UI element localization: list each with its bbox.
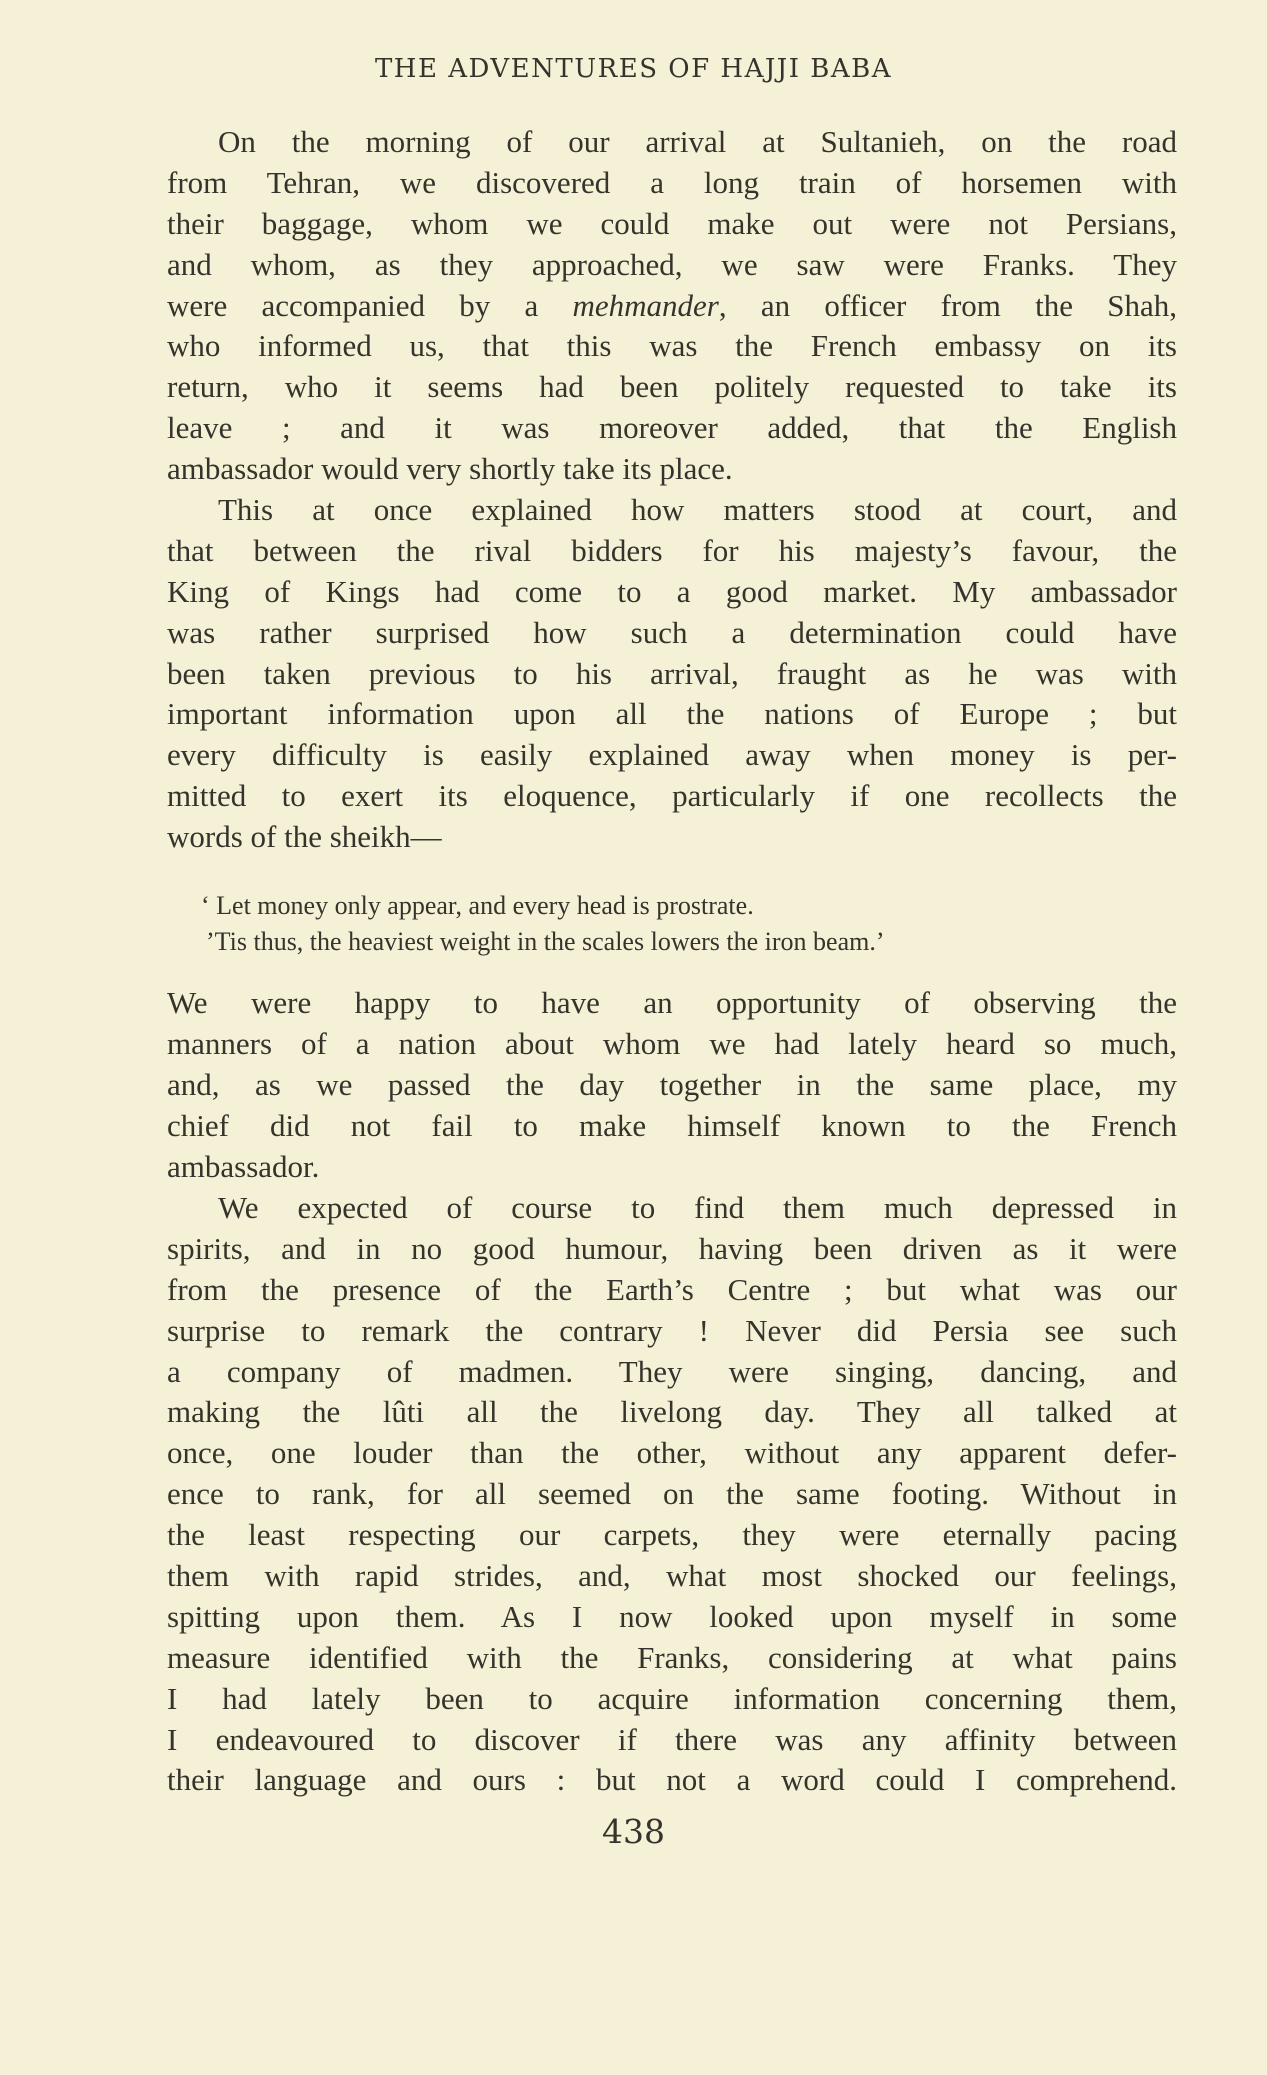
verse-line: ’Tis thus, the heaviest weight in the scales lowers the iron beam.’ — [206, 927, 885, 956]
text-line: the least respecting our carpets, they were eternally pacing — [167, 1517, 1177, 1553]
text-line: ence to rank, for all seemed on the same footing. Without in — [167, 1476, 1177, 1512]
paragraph-3 — [167, 983, 1177, 1187]
text-line: We expected of course to find them much depressed in — [218, 1190, 1177, 1225]
text-line: spirits, and in no good humour, having been driven as it were — [167, 1230, 1177, 1266]
text-line: measure identified with the Franks, considering at what pains — [167, 1639, 1177, 1675]
text-line: every difficulty is easily explained away when money is per- — [167, 737, 1177, 773]
text-line: that between the rival bidders for his majesty’s favour, the — [167, 532, 1177, 568]
text-line: chief did not fail to make himself known to the French — [167, 1107, 1177, 1143]
text-line: and whom, as they approached, we saw were Franks. They — [167, 246, 1177, 282]
text-line: ambassador. — [167, 1148, 320, 1184]
text-line: mitted to exert its eloquence, particularly if one recollects the — [167, 778, 1177, 814]
text-line: surprise to remark the contrary ! Never did Persia see such — [167, 1312, 1177, 1348]
paragraph-2 — [167, 490, 1177, 858]
text-fragment: , an officer from the Shah, — [718, 287, 1177, 323]
text-line: spitting upon them. As I now looked upon myself in some — [167, 1598, 1177, 1634]
text-line: their baggage, whom we could make out were not Persians, — [167, 205, 1177, 241]
text-line: This at once explained how matters stood at court, and — [218, 492, 1177, 527]
text-fragment: were accompanied by a — [167, 287, 573, 323]
text-line — [167, 286, 1177, 327]
paragraph-4 — [167, 1188, 1177, 1801]
text-line: been taken previous to his arrival, fraught as he was with — [167, 655, 1177, 691]
text-line: and, as we passed the day together in the same place, my — [167, 1066, 1177, 1102]
text-line: leave ; and it was moreover added, that the English — [167, 410, 1177, 446]
running-head: THE ADVENTURES OF HAJJI BABA — [374, 54, 893, 84]
paragraph-1 — [167, 122, 1177, 490]
text-line: I had lately been to acquire information concerning them, — [167, 1680, 1177, 1716]
text-line: manners of a nation about whom we had lately heard so much, — [167, 1025, 1177, 1061]
text-line: return, who it seems had been politely requested to take its — [167, 369, 1177, 405]
verse-line: ‘ Let money only appear, and every head is prostrate. — [201, 891, 754, 920]
text-line: a company of madmen. They were singing, dancing, and — [167, 1353, 1177, 1389]
text-line: was rather surprised how such a determination could have — [167, 614, 1177, 650]
page-number: 438 — [602, 1812, 665, 1851]
text-line: their language and ours : but not a word could I comprehend. — [167, 1762, 1177, 1798]
text-line: We were happy to have an opportunity of observing the — [167, 985, 1177, 1020]
text-line: important information upon all the nations of Europe ; but — [167, 696, 1177, 732]
italic-term: mehmander — [572, 287, 719, 323]
text-line: who informed us, that this was the French embassy on its — [167, 328, 1177, 364]
text-line: them with rapid strides, and, what most shocked our feelings, — [167, 1558, 1177, 1594]
text-line: words of the sheikh— — [167, 819, 442, 855]
text-line: making the lûti all the livelong day. They all talked at — [167, 1394, 1177, 1430]
text-line: from the presence of the Earth’s Centre ; but what was our — [167, 1271, 1177, 1307]
verse-quotation — [201, 888, 1181, 960]
text-line: once, one louder than the other, without any apparent defer- — [167, 1435, 1177, 1471]
text-line: from Tehran, we discovered a long train of horsemen with — [167, 164, 1177, 200]
text-line: King of Kings had come to a good market. My ambassador — [167, 573, 1177, 609]
text-line: ambassador would very shortly take its place. — [167, 451, 733, 487]
text-line: On the morning of our arrival at Sultanieh, on the road — [218, 124, 1177, 159]
text-line: I endeavoured to discover if there was any affinity between — [167, 1721, 1177, 1757]
